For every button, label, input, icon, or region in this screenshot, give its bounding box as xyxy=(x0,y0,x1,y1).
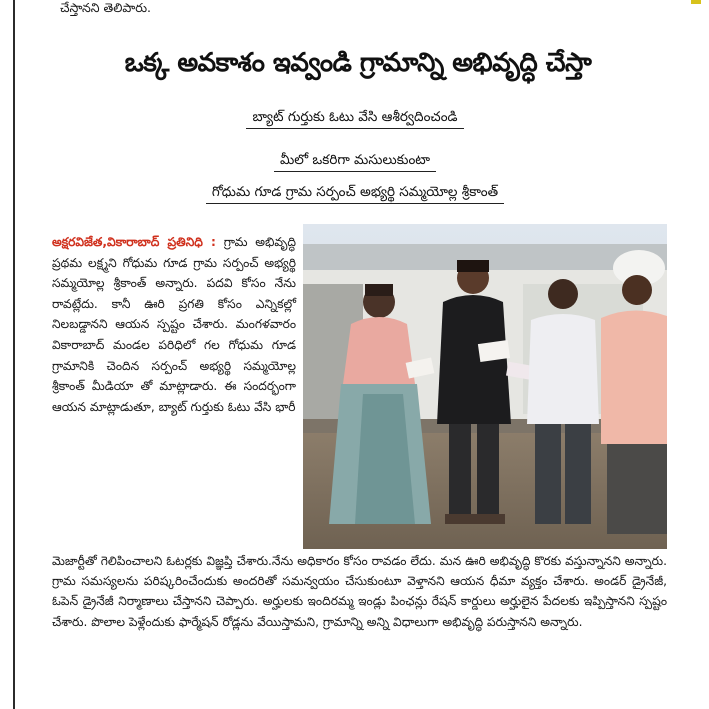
subheading-2-text: మీలో ఒకరిగా మసులుకుంటా xyxy=(274,152,436,172)
subheading-2 xyxy=(20,150,690,170)
subheading-1-text: బ్యాట్ గుర్తుకు ఓటు వేసి ఆశీర్వదించండి xyxy=(246,109,463,129)
body-text-left: గ్రామ అభివృద్ధి ప్రథమ లక్ష్మని గోధుమ గూడ గ్రామ సర్పంచ్ అభ్యర్థి సమ్మయోల్ల శ్రీకాంత్ అన్నారు. పదవి కోసం నేను రావట్లేదు. కానీ ఊరి ప్రగతి కోసం ఎన్నికల్లో నిలబడ్డానని ఆయన స్పష్టం చేశారు. మంగళవారం వికారాబాద్ మండల పరిధిలో గల గోధుమ గూడ గ్రామానికి చెందిన సర్పంచ్ అభ్యర్థి సమ్మయోల్ల శ్రీకాంత్ మీడియా తో మాట్లాడారు. ఈ సందర్భంగా ఆయన మాట్లాడుతూ, బ్యాట్ గుర్తుకు ఓటు వేసి భారీ xyxy=(52,235,297,414)
subheading-3-text: గోధుమ గూడ గ్రామ సర్పంచ్ అభ్యర్థి సమ్మయోల్ల శ్రీకాంత్ xyxy=(206,184,504,204)
photo-illustration xyxy=(303,224,667,549)
article-body-bottom: మెజార్టీతో గెలిపించాలని ఓటర్లకు విజ్ఞప్తి చేశారు.నేను అధికారం కోసం రావడం లేదు. మన ఊరి అభివృద్ధి కొరకు వస్తున్నానని అన్నారు. గ్రామ సమస్యలను పరిష్కరించేందుకు అందరితో సమన్వయం చేసుకుంటూ వెళ్తానని ఆయన ధీమా వ్యక్తం చేశారు. అండర్ డ్రైనేజీ, ఓపెన్ డ్రైనేజీ నిర్మాణాలు చేస్తానని చెప్పారు. అర్హులకు ఇందిరమ్మ ఇండ్లు పింఛన్లు రేషన్ కార్డులు అర్హులైన పేదలకు ఇప్పిస్తానని స్పష్టం చేశారు. పొలాల పెళ్లేందుకు ఫార్మేషన్ రోడ్లను వేయిస్తామని, గ్రామాన్ని అన్ని విధాలుగా అభివృద్ధి పరుస్తానని అన్నారు. xyxy=(52,554,667,629)
subheading-3 xyxy=(20,182,690,202)
news-photo xyxy=(303,224,667,549)
previous-article-tail: చేస్తానని తెలిపారు. xyxy=(60,0,152,15)
headline: ఒక్క అవకాశం ఇవ్వండి గ్రామాన్ని అభివృద్ధి చేస్తా xyxy=(124,48,592,78)
column-rule xyxy=(13,0,15,709)
subheading-1 xyxy=(20,107,690,127)
accent-bar xyxy=(691,0,701,4)
article-body-left xyxy=(52,232,296,417)
byline: అక్షరవిజేత,వికారాబాద్ ప్రతినిధి : xyxy=(52,235,216,249)
